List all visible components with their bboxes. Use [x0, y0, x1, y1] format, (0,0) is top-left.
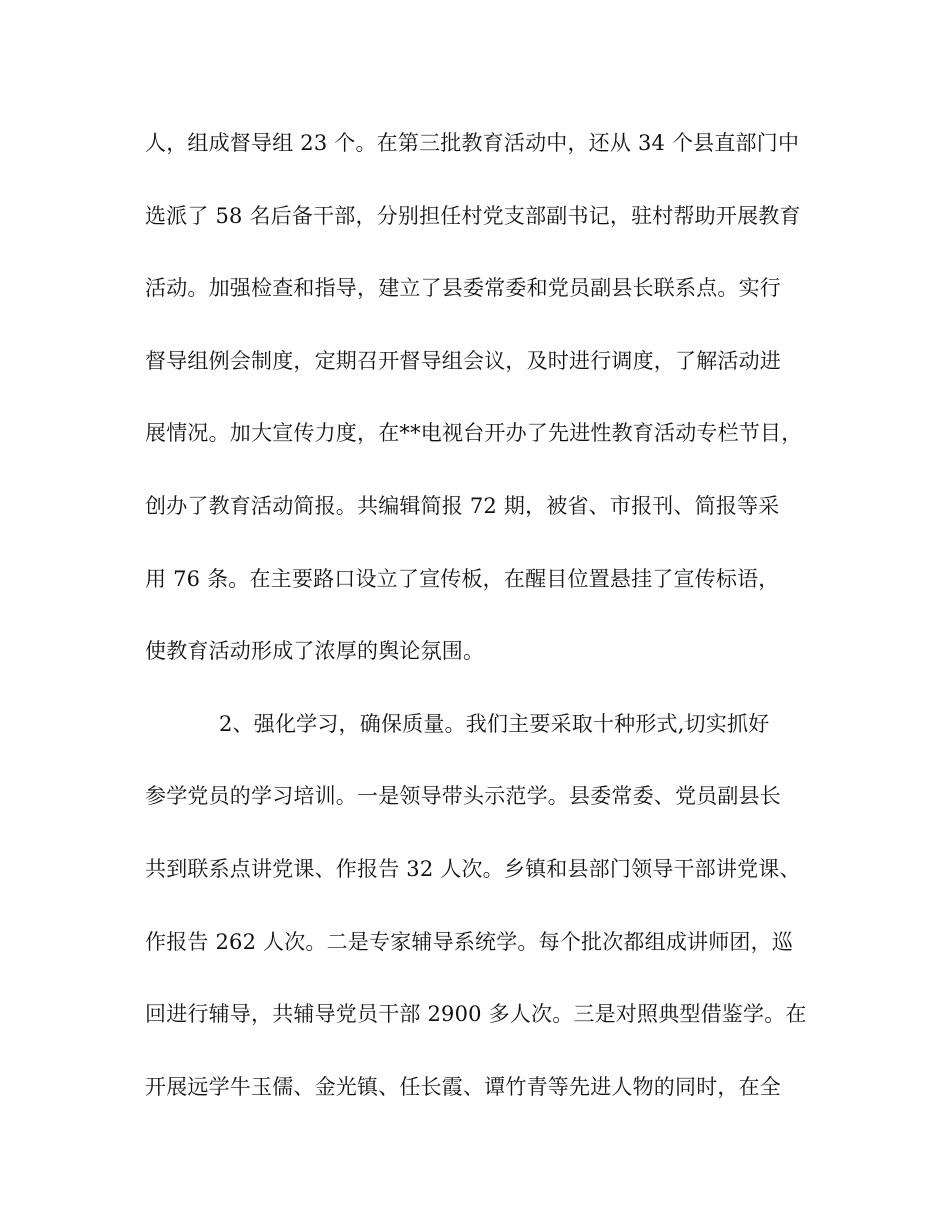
text-line: 选派了 58 名后备干部，分别担任村党支部副书记，驻村帮助开展教育: [145, 203, 801, 228]
text-line: 开展远学牛玉儒、金光镇、任长霞、谭竹青等先进人物的同时，在全: [145, 1074, 781, 1099]
text-line: 作报告 262 人次。二是专家辅导系统学。每个批次都组成讲师团，巡: [145, 929, 794, 954]
text-line: 创办了教育活动简报。共编辑简报 72 期，被省、市报刊、简报等采: [145, 493, 780, 518]
text-line: 活动。加强检查和指导，建立了县委常委和党员副县长联系点。实行: [145, 276, 781, 301]
text-line: 用 76 条。在主要路口设立了宣传板，在醒目位置悬挂了宣传标语，: [145, 566, 780, 591]
text-line: 督导组例会制度，定期召开督导组会议，及时进行调度，了解活动进: [145, 348, 781, 373]
text-line: 人，组成督导组 23 个。在第三批教育活动中，还从 34 个县直部门中: [145, 131, 800, 155]
text-line: 参学党员的学习培训。一是领导带头示范学。县委常委、党员副县长: [145, 784, 781, 809]
body-text: [145, 117, 825, 1133]
paragraph-heading-line: 2、强化学习，确保质量。我们主要采取十种形式,切实抓好: [219, 711, 770, 736]
text-line: 使教育活动形成了浓厚的舆论氛围。: [145, 639, 485, 664]
text-line: 展情况。加大宣传力度，在**电视台开办了先进性教育活动专栏节目，: [145, 421, 803, 446]
text-line: 共到联系点讲党课、作报告 32 人次。乡镇和县部门领导干部讲党课、: [145, 856, 801, 881]
text-line: 回进行辅导，共辅导党员干部 2900 多人次。三是对照典型借鉴学。在: [145, 1002, 807, 1027]
